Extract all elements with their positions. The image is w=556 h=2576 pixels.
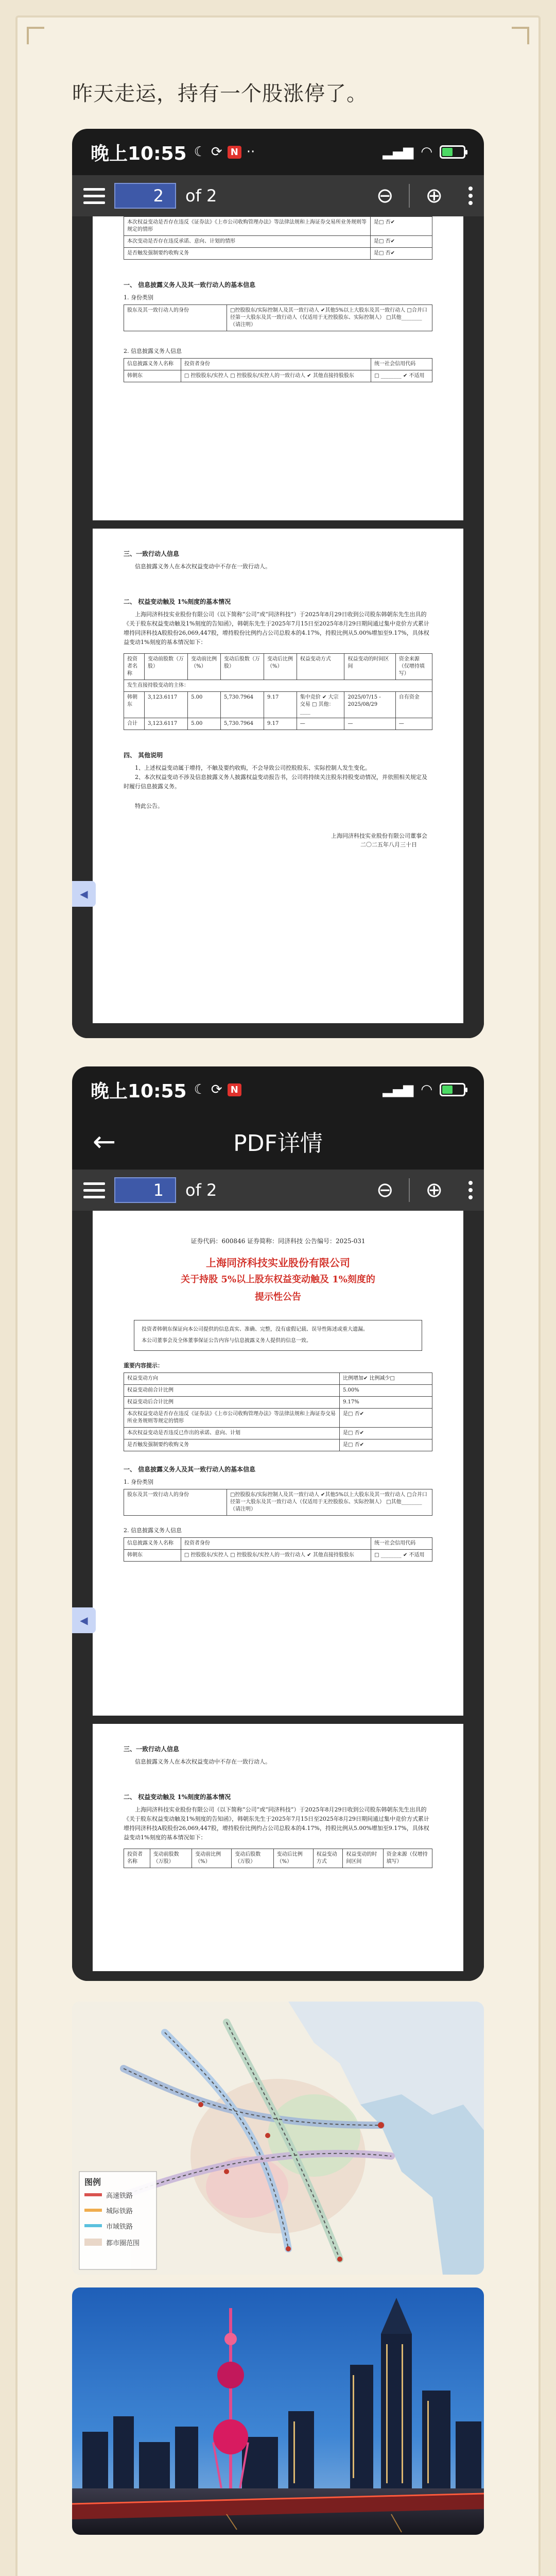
back-arrow-icon[interactable]: ← — [93, 1125, 116, 1158]
app-titlebar — [72, 1113, 484, 1170]
pdf-change-table: 投资者名称 变动前股数（万股） 变动前比例（%） 变动后股数（万股） 变动后比例（%） 权益变动方式 权益变动的时间区间 资金来源（仅增持填写） 发生直接持股变动的主体： 韩朝东 3,123.6117 5.00 5,730.7964 9.17 集中竞价 ✔ 大宗交易 □ 其他：____ 2025/07/15 - 2025/08/29 自有资金 合计 3,123.6117 5.00 5,730.7964 9.17 — — — — [124, 653, 432, 730]
side-panel-toggle[interactable] — [72, 881, 96, 907]
sync-icon: ⟳ — [211, 144, 222, 160]
page-total: of 2 — [185, 1180, 217, 1200]
status-time: 晚上10:55 — [91, 1080, 187, 1102]
pdf-subheading: 1. 身份类别 — [124, 294, 153, 301]
pdf-page-1: 证券代码：600846 证券简称：同济科技 公告编号：2025-031 上海同济科技实业股份有限公司 关于持股 5%以上股东权益变动触及 1%刻度的 提示性公告 投资者韩朝东保证向本公司提供的信息真实、准确、完整，没有虚假记载、误导性陈述或重大遗漏。 本公司董事会及全体董事保证公告内容与信息披露义务人提供的信息一致。 重要内容提示： 权益变动方向 比例增加✔ 比例减少□ 权益变动前合计比例 5.00% 权益变动后合计比例 9.17% 本次权益变动是否存在违反《证券法》《上市公司收购管理办法》等法律法规和上海证券交易所业务规则等规定的情形 是□ 否✔ 本次权益变动是否违反已作出的承诺、意向、计划 是□ 否✔ 是否触发强制要约收购义务 是□ 否✔ 一、 信息披露义务人及其一致行动人的基本信息 1. 身份类别 股东及其一致行动人的身份 □控股股东/实际控制人及其一致行动人 ✔其他5%以上大股东及其一致行动人 □合并口径第一大股东及其一致行动人（仅适用于无控股股东、实际控制人） □其他________（请注明） 2. 信息披露义务人信息 信息披露义务人名称 投资者身份 统一社会信用代码 韩朝东 □ 控股股东/实控人 □ 控股股东/实控人的一致行动人 ✔ 其他直接持股股东 □ ________ ✔ 不适用 — [93, 1211, 463, 1716]
phone-screenshot-2 — [72, 1066, 484, 1981]
pdf-page-1-lower — [93, 216, 463, 520]
map-legend-item: 城际铁路 — [106, 2208, 133, 2215]
page-total: of 2 — [185, 186, 217, 206]
pdf-subheading: 2. 信息披露义务人信息 — [124, 348, 182, 354]
pdf-section-heading: 一、 信息披露义务人及其一致行动人的基本信息 — [124, 281, 256, 289]
more-options-icon[interactable] — [468, 1181, 473, 1199]
pdf-viewer[interactable] — [72, 1211, 484, 1981]
more-options-icon[interactable] — [468, 187, 473, 205]
moon-icon: ☾ — [194, 144, 206, 160]
page-number-input[interactable] — [114, 1177, 176, 1203]
moon-icon: ☾ — [194, 1082, 206, 1097]
corner-ornament — [27, 27, 44, 44]
status-bar — [72, 1066, 484, 1113]
toolbar-divider — [409, 184, 410, 208]
announcement-title: 关于持股 5%以上股东权益变动触及 1%刻度的 — [181, 1274, 375, 1285]
pdf-key-table: 本次权益变动是否存在违反《证券法》《上市公司收购管理办法》等法律法规和上海证券交易所业务规则等规定的情形 是□ 否✔ 本次变动是否存在违反承诺、意向、计划的情形 是□ 否✔ 是否触发强制要约收购义务 是□ 否✔ — [124, 216, 432, 260]
page-number-input[interactable] — [114, 183, 176, 209]
wifi-icon: ◠ — [421, 144, 432, 160]
rail-map-image — [72, 2002, 484, 2275]
corner-ornament — [512, 27, 529, 44]
zoom-out-icon[interactable]: ⊖ — [376, 1178, 394, 1202]
shanghai-skyline-photo — [72, 2287, 484, 2535]
signal-icon: ▂▄▆ — [383, 144, 414, 160]
pdf-toolbar — [72, 1170, 484, 1211]
announcement-notice-box: 投资者韩朝东保证向本公司提供的信息真实、准确、完整，没有虚假记载、误导性陈述或重大遗漏。 本公司董事会及全体董事保证公告内容与信息披露义务人提供的信息一致。 — [134, 1320, 422, 1351]
pdf-page-2-top: 三、一致行动人信息 信息披露义务人在本次权益变动中不存在一致行动人。 二、 权益变动触及 1%刻度的基本情况 上海同济科技实业股份有限公司（以下简称“公司”或“同济科技”）于2025年8月29日收到公司股东韩朝东先生出具的《关于股东权益变动触及1%刻度的告知函》，韩朝东先生于2025年7月15日至2025年8月29日期间通过集中竞价方式累计增持同济科技A股股份26,069,447股，增持股份比例约占公司总股本的4.17%，持股比例从5.00%增加至9.17%，具体权益变动1%刻度的基本情况如下： 投资者名称 变动前股数（万股） 变动前比例（%） 变动后股数（万股） 变动后比例（%） 权益变动方式 权益变动的时间区间 资金来源（仅增持填写） — [93, 1724, 463, 1971]
zoom-in-icon[interactable]: ⊕ — [425, 184, 443, 208]
announcement-company: 上海同济科技实业股份有限公司 — [206, 1257, 350, 1269]
zoom-in-icon[interactable]: ⊕ — [425, 1178, 443, 1202]
battery-icon — [440, 1083, 465, 1096]
menu-icon[interactable] — [83, 188, 105, 204]
pdf-toolbar — [72, 175, 484, 216]
pdf-viewer[interactable] — [72, 216, 484, 1038]
skyline-drawing — [72, 2287, 484, 2535]
status-bar — [72, 129, 484, 175]
announcement-code-line: 证券代码：600846 证券简称：同济科技 公告编号：2025-031 — [190, 1238, 366, 1245]
news-badge-icon: N — [228, 1083, 241, 1096]
post-caption — [72, 2571, 473, 2576]
page-title: PDF详情 — [233, 1130, 323, 1157]
map-legend-title: 图例 — [84, 2177, 101, 2187]
map-drawing — [72, 2002, 484, 2275]
news-badge-icon: N — [228, 146, 241, 159]
map-legend-item: 市域铁路 — [106, 2223, 133, 2231]
announcement-title-2: 提示性公告 — [255, 1292, 301, 1302]
map-legend-item: 高速铁路 — [106, 2192, 133, 2200]
sync-icon: ⟳ — [211, 1082, 222, 1097]
pdf-holder-table: 信息披露义务人名称 投资者身份 统一社会信用代码 韩朝东 □ 控股股东/实控人 □ 控股股东/实控人的一致行动人 ✔ 其他直接持股股东 □ ________ ✔ 不适用 — [124, 358, 432, 382]
zoom-out-icon[interactable]: ⊖ — [376, 184, 394, 208]
pdf-page-2: 三、一致行动人信息 信息披露义务人在本次权益变动中不存在一致行动人。 二、 权益变动触及 1%刻度的基本情况 上海同济科技实业股份有限公司（以下简称“公司”或“同济科技”）于2025年8月29日收到公司股东韩朝东先生出具的《关于股东权益变动触及1%刻度的告知函》，韩朝东先生于2025年7月15日至2025年8月29日期间通过集中竞价方式累计增持同济科技A股股份26,069,447股，增持股份比例约占公司总股本的4.17%，持股比例从5.00%增加至9.17%，具体权益变动1%刻度的基本情况如下： 投资者名称 变动前股数（万股） 变动前比例（%） 变动后股数（万股） 变动后比例（%） 权益变动方式 权益变动的时间区间 资金来源（仅增持填写） 发生直接持股变动的主体： 韩朝东 3,123.6117 5.00 5,730.7964 9.17 集中竞价 ✔ 大宗交易 □ 其他：____ 2025/07/15 - 2025/08/29 自有资金 合计 3,123.6117 5.00 5,730.7964 9.17 — — — 四、 其他说明 1、上述权益变动属于增持，不触及要约收购，不会导致公司控股股东、实际控制人发生变化。 2、本次权益变动不涉及信息披露义务人披露权益变动报告书，公司将持续关注股东持股变动情况，并依照相关规定及时履行信息披露义务。 特此公告。 上海同济科技实业股份有限公司董事会 二〇二五年八月三十日 — [93, 529, 463, 1023]
signal-icon: ▂▄▆ — [383, 1082, 414, 1097]
status-time: 晚上10:55 — [91, 143, 187, 164]
wifi-icon: ◠ — [421, 1082, 432, 1097]
map-legend-item: 都市圈范围 — [106, 2240, 140, 2247]
phone-screenshot-1 — [72, 129, 484, 1038]
chevron-left-icon: ◀ — [80, 888, 88, 900]
side-panel-toggle[interactable] — [72, 1607, 96, 1633]
more-dots-icon: ·· — [246, 144, 255, 160]
pdf-key-table: 权益变动方向 比例增加✔ 比例减少□ 权益变动前合计比例 5.00% 权益变动后合计比例 9.17% 本次权益变动是否存在违反《证券法》《上市公司收购管理办法》等法律法规和上海证券交易所业务规则等规定的情形 是□ 否✔ 本次权益变动是否违反已作出的承诺、意向、计划 是□ 否✔ 是否触发强制要约收购义务 是□ 否✔ — [124, 1372, 432, 1451]
pdf-identity-table: 股东及其一致行动人的身份 □控股股东/实际控制人及其一致行动人 ✔其他5%以上大股东及其一致行动人 □合并口径第一大股东及其一致行动人（仅适用于无控股股东、实际控制人） □其他________（请注明） — [124, 304, 432, 331]
chevron-left-icon: ◀ — [80, 1614, 88, 1626]
battery-icon — [440, 145, 465, 159]
menu-icon[interactable] — [83, 1182, 105, 1198]
toolbar-divider — [409, 1178, 410, 1202]
post-heading: 昨天走运，持有一个股涨停了。 — [72, 82, 368, 106]
